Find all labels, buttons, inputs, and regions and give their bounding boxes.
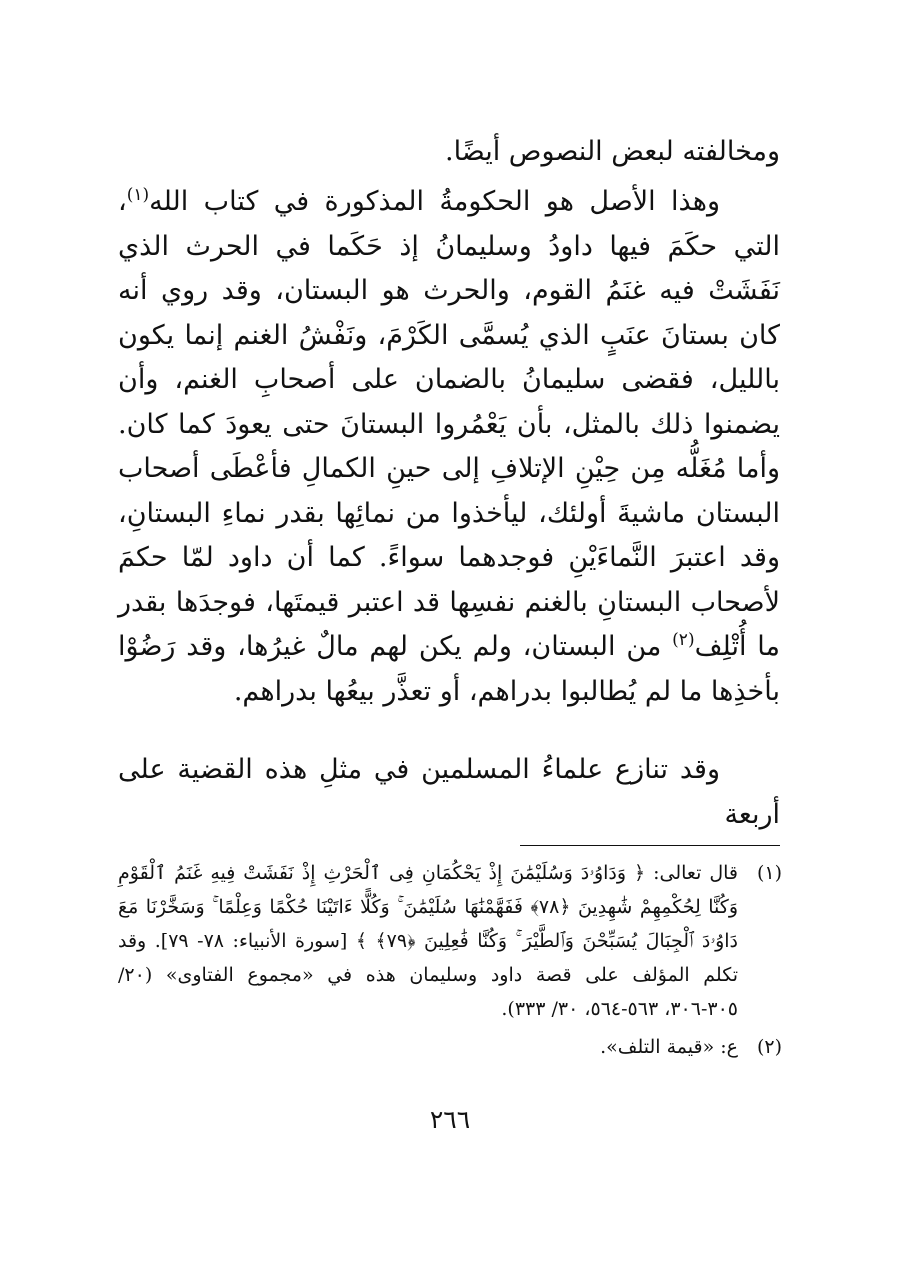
footnote-1-text: قال تعالى: ﴿ وَدَاوُۥدَ وَسُلَيْمَٰنَ إِذْ يَحْكُمَانِ فِى ٱلْحَرْثِ إِذْ نَفَشَتْ فِيهِ غَنَمُ ٱلْقَوْمِ وَكُنَّا لِحُكْمِهِمْ شَٰهِدِينَ ﴿٧٨﴾ فَفَهَّمْنَٰهَا سُلَيْمَٰنَ ۚ وَكُلًّا ءَاتَيْنَا حُكْمًا وَعِلْمًا ۚ وَسَخَّرْنَا مَعَ دَاوُۥدَ ٱلْجِبَالَ يُسَبِّحْنَ وَٱلطَّيْرَ ۚ وَكُنَّا فَٰعِلِينَ ﴿٧٩﴾ ﴾ [سورة الأنبياء: ٧٨- ٧٩]. وقد تكلم المؤلف على قصة داود وسليمان هذه في «مجموع الفتاوى» (٢٠/ ٣٠٥-٣٠٦، ٥٦٣-٥٦٤، ٣٠/ ٣٣٣).	[118, 862, 738, 1020]
footnote-2	[118, 1030, 782, 1064]
footnote-1	[118, 856, 782, 1026]
footnote-2-text: ع: «قيمة التلف».	[600, 1036, 738, 1058]
footnote-2-number: (٢)	[756, 1036, 782, 1058]
paragraph-continued: ومخالفته لبعض النصوص أيضًا.	[444, 136, 780, 167]
footnote-1-number: (١)	[756, 862, 782, 884]
paragraph-hukuma-part-2: ، التي حكَمَ فيها داودُ وسليمانُ إذ حَكَما في الحرث الذي نَفَشَتْ فيه غنَمُ القوم، والحرث هو البستان، وقد روي أنه كان بستانَ عنَبٍ الذي يُسمَّى الكَرْمَ، ونَفْشُ الغنم إنما يكون بالليل، فقضى سليمانُ بالضمان على أصحابِ الغنم، وأن يضمنوا ذلك بالمثل، بأن يَعْمُروا البستانَ حتى يعودَ كما كان. وأما مُغَلُّه مِن حِيْنِ الإتلافِ إلى حينِ الكمالِ فأعْطَى أصحاب البستان ماشيةَ أولئك، ليأخذوا من نمائِها بقدر نماءِ البستانِ، وقد اعتبرَ النَّماءَيْنِ فوجدهما سواءً. كما أن داود لمّا حكمَ لأصحاب البستانِ بالغنم نفسِها قد اعتبر قيمتَها، فوجدَها بقدر ما أُتْلِف	[118, 186, 780, 662]
footnote-ref-1[interactable]: (١)	[126, 185, 150, 205]
footnote-separator	[520, 845, 780, 846]
paragraph-hukuma-part-3: من البستان، ولم يكن لهم مالٌ غيرُها، وقد رَضُوْا بأخذِها ما لم يُطالبوا بدراهم، أو تعذَّر بيعُها بدراهم.	[118, 631, 780, 707]
paragraph-hukuma-part-1: وهذا الأصل هو الحكومةُ المذكورة في كتاب الله	[149, 186, 720, 217]
paragraph-scholars-dispute: وقد تنازع علماءُ المسلمين في مثلِ هذه القضية على أربعة	[118, 754, 780, 830]
page-number: ٢٦٦	[429, 1105, 471, 1134]
paragraph-hukuma	[118, 180, 780, 714]
footnote-ref-2[interactable]: (٢)	[672, 630, 695, 650]
